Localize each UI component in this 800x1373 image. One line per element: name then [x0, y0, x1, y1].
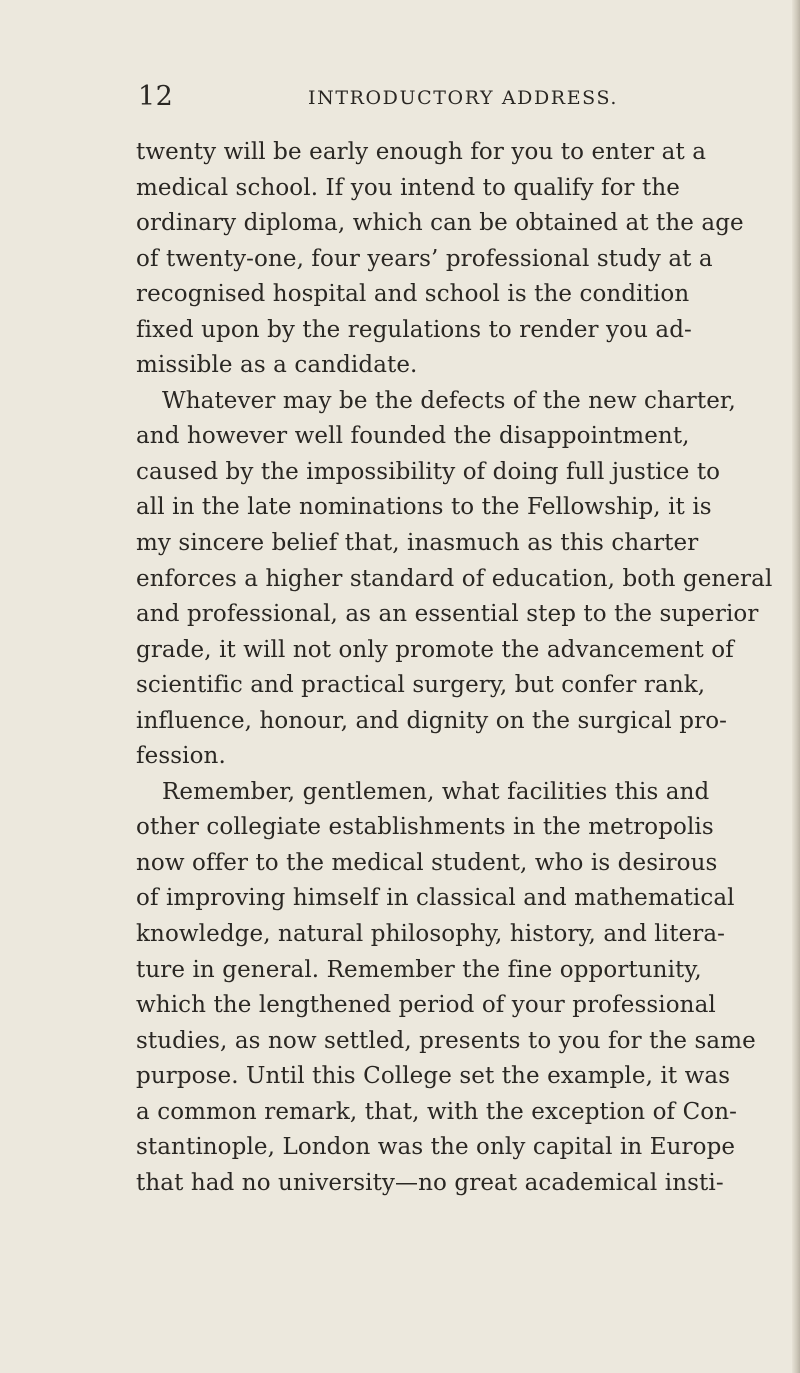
text-line: my sincere belief that, inasmuch as this charter	[136, 530, 699, 557]
text-line: other collegiate establishments in the metropolis	[136, 814, 714, 841]
page-edge	[792, 0, 800, 1373]
text-line: studies, as now settled, presents to you for the same	[136, 1027, 756, 1054]
text-line: scientific and practical surgery, but confer rank,	[136, 672, 706, 699]
text-line: ordinary diploma, which can be obtained at the age	[136, 210, 744, 237]
text-line: fixed upon by the regulations to render you ad-	[136, 316, 692, 343]
text-line: twenty will be early enough for you to enter at a	[136, 139, 707, 165]
text-line: enforces a higher standard of education, both general	[136, 565, 773, 592]
running-title: INTRODUCTORY ADDRESS.	[308, 87, 619, 109]
page-header	[138, 80, 758, 114]
text-line: ture in general. Remember the fine opportunity,	[136, 956, 702, 983]
text-line: medical school. If you intend to qualify for the	[136, 174, 680, 201]
body-text	[136, 135, 776, 1201]
text-line: now offer to the medical student, who is desirous	[136, 849, 718, 876]
text-line: purpose. Until this College set the example, it was	[136, 1063, 731, 1090]
text-line: grade, it will not only promote the advancement of	[136, 636, 734, 663]
text-line: Whatever may be the defects of the new charter,	[162, 387, 736, 414]
text-line: of twenty-one, four years’ professional study at a	[136, 245, 713, 272]
text-line: caused by the impossibility of doing full justice to	[136, 458, 721, 485]
text-line: fession.	[136, 743, 226, 770]
text-line: a common remark, that, with the exception of Con-	[136, 1098, 738, 1125]
text-line: recognised hospital and school is the condition	[136, 281, 690, 308]
text-line: which the lengthened period of your professional	[136, 992, 716, 1019]
text-line: missible as a candidate.	[136, 352, 418, 379]
text-line: of improving himself in classical and mathematical	[136, 885, 735, 912]
text-line: all in the late nominations to the Fellowship, it is	[136, 494, 712, 521]
text-line: Remember, gentlemen, what facilities this and	[162, 778, 710, 805]
text-line: influence, honour, and dignity on the surgical pro-	[136, 707, 728, 734]
text-line: knowledge, natural philosophy, history, and litera-	[136, 921, 726, 948]
text-line: and professional, as an essential step to the superior	[136, 601, 759, 628]
text-line: that had no university—no great academical insti-	[136, 1169, 724, 1196]
text-line: and however well founded the disappointment,	[136, 423, 690, 450]
page-number: 12	[138, 81, 174, 112]
text-line: stantinople, London was the only capital in Europe	[136, 1134, 736, 1161]
